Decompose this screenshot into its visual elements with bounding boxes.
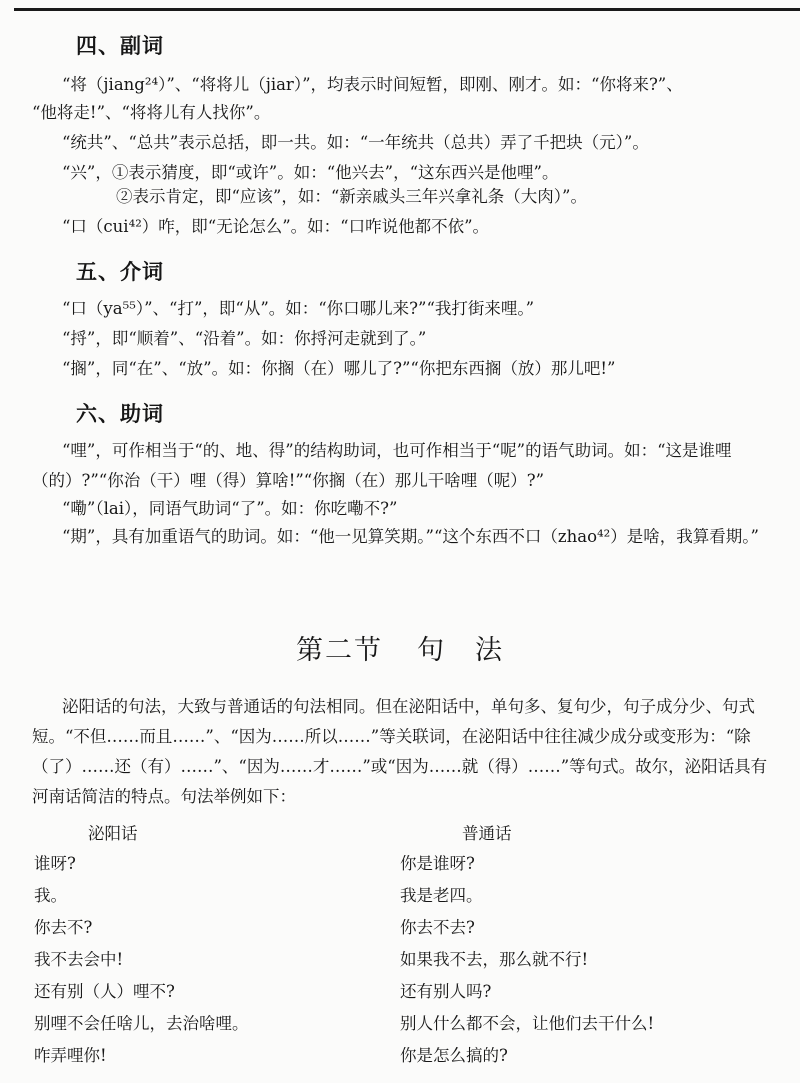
putonghua-example: 你去不去? xyxy=(400,918,475,937)
biyang-example: 你去不? xyxy=(34,918,93,937)
heading-particle: 六、助词 xyxy=(76,402,164,426)
column-header-biyang: 泌阳话 xyxy=(88,824,138,843)
putonghua-example: 别人什么都不会，让他们去干什么! xyxy=(400,1014,655,1033)
biyang-example: 别哩不会任啥儿，去治啥哩。 xyxy=(34,1014,249,1033)
preposition-line-2: “捋”，即“顺着”、“沿着”。如：你捋河走就到了。” xyxy=(62,329,427,348)
particle-paragraph-3: “期”，具有加重语气的助词。如：“他一见算笑期。”“这个东西不口（zhao⁴²）是啥，我算看期。” xyxy=(62,527,759,546)
top-rule xyxy=(14,8,800,11)
adverb-line-4: “兴”，①表示猜度，即“或许”。如：“他兴去”，“这东西兴是他哩”。 xyxy=(62,163,559,182)
biyang-example: 还有别（人）哩不? xyxy=(34,982,175,1001)
biyang-example: 谁呀? xyxy=(34,854,76,873)
adverb-line-5: ②表示肯定，即“应该”，如：“新亲戚头三年兴拿礼条（大肉）”。 xyxy=(116,187,587,206)
particle-line-2: “嘞”（lai），同语气助词“了”。如：你吃嘞不?” xyxy=(62,499,398,518)
adverb-line-2: “他将走!”、“将将儿有人找你”。 xyxy=(32,103,271,122)
adverb-line-1: “将（jiang²⁴）”、“将将儿（jiar）”，均表示时间短暂，即刚、刚才。如：“你将来?”、 xyxy=(62,75,683,94)
preposition-line-3: “搁”，同“在”、“放”。如：你搁（在）哪儿了?”“你把东西搁（放）那儿吧!” xyxy=(62,359,616,378)
putonghua-example: 还有别人吗? xyxy=(400,982,492,1001)
section-name: 句 法 xyxy=(417,635,504,666)
column-header-putonghua: 普通话 xyxy=(462,824,512,843)
biyang-example: 我。 xyxy=(34,886,67,905)
adverb-line-3: “统共”、“总共”表示总括，即一共。如：“一年统共（总共）弄了千把块（元）”。 xyxy=(62,133,649,152)
biyang-example: 咋弄哩你! xyxy=(34,1046,107,1065)
particle-paragraph-1: “哩”，可作相当于“的、地、得”的结构助词，也可作相当于“呢”的语气助词。如：“这是谁哩（的）?”“你治（干）哩（得）算啥!”“你搁（在）那儿干啥哩（呢）?” xyxy=(32,441,732,490)
section-intro: 泌阳话的句法，大致与普通话的句法相同。但在泌阳话中，单句多、复句少，句子成分少、句式短。“不但……而且……”、“因为……所以……”等关联词，在泌阳话中往往减少成分或变形为：“除（了）……还（有）……”、“因为……才……”或“因为……就（得）……”等句式。故尔，泌阳话具有河南话简洁的特点。句法举例如下： xyxy=(32,697,768,806)
putonghua-example: 你是怎么搞的? xyxy=(400,1046,508,1065)
heading-adverb: 四、副词 xyxy=(76,34,164,58)
section-title xyxy=(0,628,800,667)
biyang-example: 我不去会中! xyxy=(34,950,124,969)
adverb-line-6: “口（cui⁴²）咋，即“无论怎么”。如：“口咋说他都不依”。 xyxy=(62,217,490,236)
heading-preposition: 五、介词 xyxy=(76,260,164,284)
putonghua-example: 如果我不去，那么就不行! xyxy=(400,950,589,969)
putonghua-example: 我是老四。 xyxy=(400,886,483,905)
section-number: 第二节 xyxy=(296,635,383,666)
putonghua-example: 你是谁呀? xyxy=(400,854,475,873)
preposition-line-1: “口（ya⁵⁵）”、“打”，即“从”。如：“你口哪儿来?”“我打街来哩。” xyxy=(62,299,535,318)
